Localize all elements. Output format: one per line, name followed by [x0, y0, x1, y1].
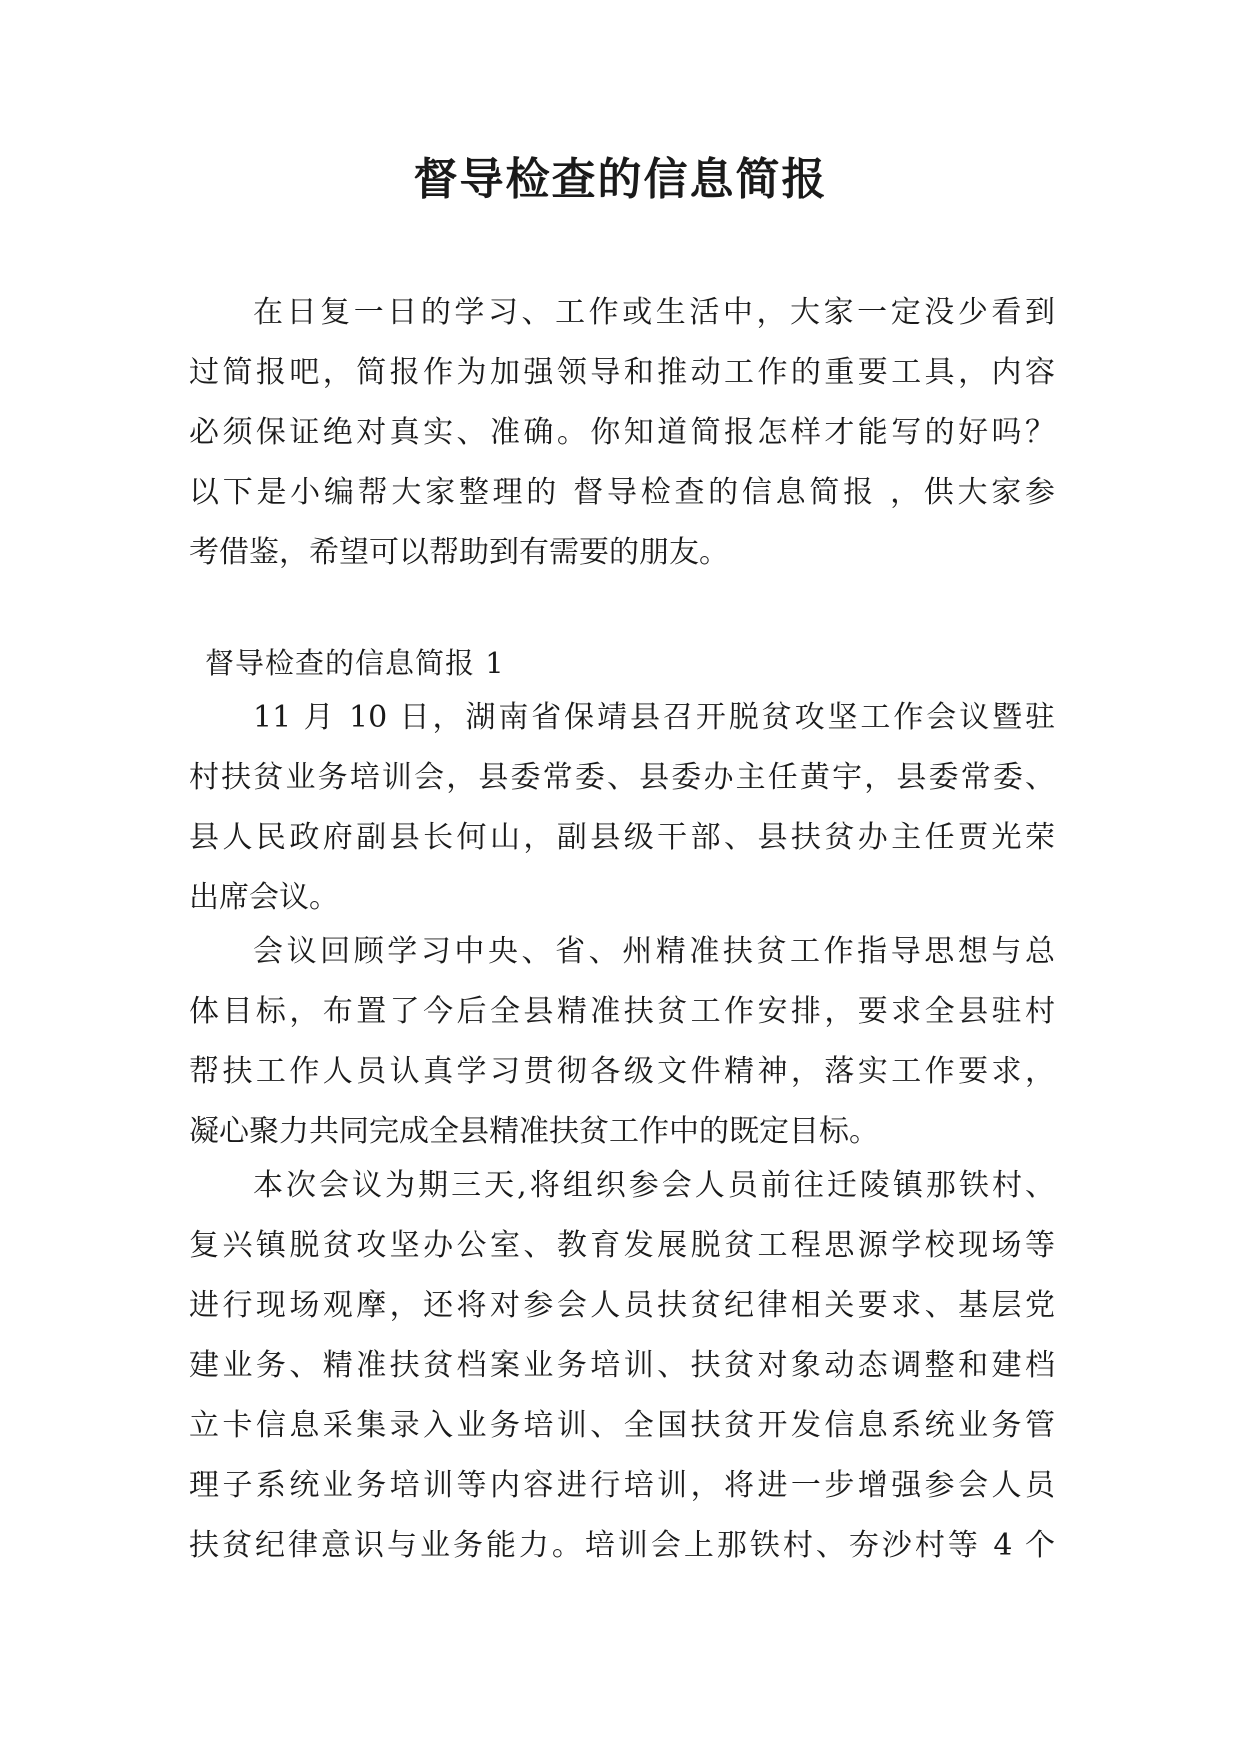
- paragraph-line: 11 月 10 日，湖南省保靖县召开脱贫攻坚工作会议暨驻: [253, 700, 1055, 735]
- paragraph-line: 立卡信息采集录入业务培训、全国扶贫开发信息系统业务管: [189, 1408, 1055, 1443]
- section-heading: 督导检查的信息简报 1: [205, 646, 505, 680]
- paragraph-line: 在日复一日的学习、工作或生活中，大家一定没少看到: [253, 295, 1055, 330]
- paragraph-line: 理子系统业务培训等内容进行培训，将进一步增强参会人员: [189, 1468, 1055, 1503]
- paragraph-line: 扶贫纪律意识与业务能力。培训会上那铁村、夯沙村等 4 个: [189, 1528, 1055, 1563]
- paragraph-line: 过简报吧，简报作为加强领导和推动工作的重要工具，内容: [189, 355, 1055, 390]
- paragraph-1: [189, 688, 1055, 928]
- paragraph-line: 村扶贫业务培训会，县委常委、县委办主任黄宇，县委常委、: [189, 760, 1055, 795]
- document-title: 督导检查的信息简报: [413, 154, 828, 205]
- paragraph-line: 帮扶工作人员认真学习贯彻各级文件精神，落实工作要求，: [189, 1054, 1055, 1089]
- paragraph-line: 必须保证绝对真实、准确。你知道简报怎样才能写的好吗？: [189, 415, 1055, 450]
- paragraph-line: 考借鉴，希望可以帮助到有需要的朋友。: [189, 535, 729, 570]
- paragraph-line: 本次会议为期三天,将组织参会人员前往迁陵镇那铁村、: [253, 1168, 1055, 1203]
- intro-paragraph: [189, 283, 1055, 583]
- paragraph-2: [189, 922, 1055, 1162]
- paragraph-3: [189, 1156, 1055, 1576]
- paragraph-line: 体目标，布置了今后全县精准扶贫工作安排，要求全县驻村: [189, 994, 1055, 1029]
- paragraph-line: 出席会议。: [189, 880, 339, 915]
- paragraph-line: 复兴镇脱贫攻坚办公室、教育发展脱贫工程思源学校现场等: [189, 1228, 1055, 1263]
- paragraph-line: 县人民政府副县长何山，副县级干部、县扶贫办主任贾光荣: [189, 820, 1055, 855]
- paragraph-line: 会议回顾学习中央、省、州精准扶贫工作指导思想与总: [253, 934, 1055, 969]
- paragraph-line: 以下是小编帮大家整理的 督导检查的信息简报 ，供大家参: [189, 475, 1055, 510]
- paragraph-line: 凝心聚力共同完成全县精准扶贫工作中的既定目标。: [189, 1114, 879, 1149]
- paragraph-line: 进行现场观摩，还将对参会人员扶贫纪律相关要求、基层党: [189, 1288, 1055, 1323]
- paragraph-line: 建业务、精准扶贫档案业务培训、扶贫对象动态调整和建档: [189, 1348, 1055, 1383]
